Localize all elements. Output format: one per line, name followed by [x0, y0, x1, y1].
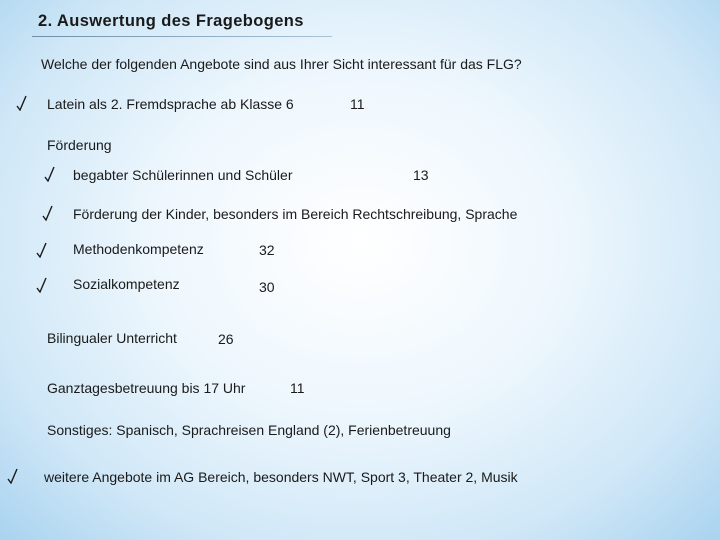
- methoden-count: 32: [259, 242, 275, 258]
- bilingual-count: 26: [218, 331, 234, 347]
- begabter-count: 13: [413, 167, 429, 183]
- checkmark-icon: [44, 166, 56, 182]
- foerderung-kinder-label: Förderung der Kinder, besonders im Bereich Rechtschreibung, Sprache: [73, 206, 518, 222]
- sozial-label: Sozialkompetenz: [73, 276, 180, 292]
- checkmark-icon: [16, 95, 28, 111]
- ag-label: weitere Angebote im AG Bereich, besonders NWT, Sport 3, Theater 2, Musik: [44, 469, 518, 485]
- checkmark-icon: [36, 277, 48, 293]
- title-underline: [32, 36, 332, 37]
- page-title: 2. Auswertung des Fragebogens: [38, 12, 304, 30]
- latein-label: Latein als 2. Fremdsprache ab Klasse 6: [47, 96, 294, 112]
- sozial-count: 30: [259, 279, 275, 295]
- methoden-label: Methodenkompetenz: [73, 241, 204, 257]
- checkmark-icon: [36, 242, 48, 258]
- checkmark-icon: [7, 468, 19, 484]
- ganztag-count: 11: [290, 380, 305, 396]
- sonstiges-label: Sonstiges: Spanisch, Sprachreisen England (2), Ferienbetreuung: [47, 422, 451, 438]
- survey-question: Welche der folgenden Angebote sind aus Ihrer Sicht interessant für das FLG?: [41, 56, 522, 72]
- checkmark-icon: [42, 205, 54, 221]
- begabter-label: begabter Schülerinnen und Schüler: [73, 167, 293, 183]
- bilingual-label: Bilingualer Unterricht: [47, 330, 177, 346]
- ganztag-label: Ganztagesbetreuung bis 17 Uhr: [47, 380, 246, 396]
- foerderung-heading: Förderung: [47, 137, 112, 153]
- latein-count: 11: [350, 96, 365, 112]
